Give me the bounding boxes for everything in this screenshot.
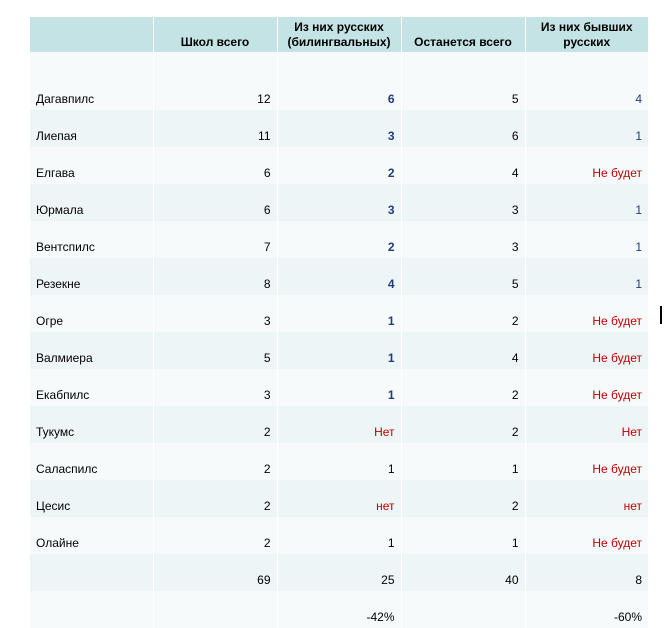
table-row [30,443,648,480]
russian-cell: 6 [277,52,401,110]
total-cell: 11 [153,110,277,147]
city-cell: Валмиера [30,332,153,369]
city-cell: Резекне [30,258,153,295]
russian-cell: 2 [277,221,401,258]
header-russian: Из них русских (билингвальных) [277,17,401,52]
header-row [30,17,648,52]
former-cell: Не будет [592,351,642,365]
remain-cell: 5 [401,52,525,110]
remain-cell: 5 [401,258,525,295]
table-row [30,221,648,258]
percent-remain-cell [401,591,525,628]
city-cell: Елгава [30,147,153,184]
remain-cell: 2 [401,295,525,332]
city-cell: Екабпилс [30,369,153,406]
city-cell: Тукумс [30,406,153,443]
former-cell: нет [623,499,642,513]
russian-cell: Нет [277,406,401,443]
schools-table [30,17,648,628]
former-cell: Не будет [592,536,642,550]
former-cell: 1 [635,203,642,217]
former-cell: 1 [635,240,642,254]
city-cell: Огре [30,295,153,332]
table-row [30,332,648,369]
table-row [30,147,648,184]
city-cell: Дагавпилс [30,52,153,110]
header-city [30,17,153,52]
russian-cell: нет [277,480,401,517]
city-cell: Вентспилс [30,221,153,258]
table-row [30,110,648,147]
edge-mark [660,306,662,324]
table-row [30,184,648,221]
city-cell: Саласпилс [30,443,153,480]
header-remain: Останется всего [401,17,525,52]
percent-former-cell: -60% [613,610,642,624]
percent-row [30,591,648,628]
totals-total-cell: 69 [153,554,277,591]
totals-former-cell: 8 [635,573,642,587]
total-cell: 2 [153,443,277,480]
remain-cell: 4 [401,332,525,369]
remain-cell: 3 [401,221,525,258]
remain-cell: 6 [401,110,525,147]
russian-cell: 1 [277,332,401,369]
table-row [30,369,648,406]
percent-total-cell [153,591,277,628]
total-cell: 2 [153,406,277,443]
header-former: Из них бывших русских [540,20,633,49]
percent-label-cell [30,591,153,628]
former-cell: 1 [635,129,642,143]
remain-cell: 2 [401,369,525,406]
russian-cell: 1 [277,443,401,480]
city-cell: Олайне [30,517,153,554]
totals-russian-cell: 25 [277,554,401,591]
total-cell: 3 [153,369,277,406]
remain-cell: 1 [401,443,525,480]
table-row [30,517,648,554]
table-row [30,480,648,517]
russian-cell: 4 [277,258,401,295]
russian-cell: 1 [277,369,401,406]
city-cell: Юрмала [30,184,153,221]
russian-cell: 1 [277,517,401,554]
former-cell: Не будет [592,462,642,476]
former-cell: Не будет [592,166,642,180]
former-cell: Не будет [592,388,642,402]
table-row [30,258,648,295]
total-cell: 6 [153,184,277,221]
total-cell: 3 [153,295,277,332]
russian-cell: 1 [277,295,401,332]
former-cell: Нет [621,425,642,439]
former-cell: 1 [635,277,642,291]
former-cell: Не будет [592,314,642,328]
total-cell: 12 [153,52,277,110]
table-row [30,52,648,110]
remain-cell: 4 [401,147,525,184]
city-cell: Лиепая [30,110,153,147]
former-cell: 4 [635,92,642,106]
remain-cell: 1 [401,517,525,554]
header-total: Школ всего [153,17,277,52]
table-row [30,406,648,443]
totals-row [30,554,648,591]
total-cell: 2 [153,517,277,554]
remain-cell: 3 [401,184,525,221]
totals-label-cell [30,554,153,591]
percent-russian-cell: -42% [277,591,401,628]
russian-cell: 3 [277,110,401,147]
total-cell: 2 [153,480,277,517]
table-row [30,295,648,332]
remain-cell: 2 [401,406,525,443]
total-cell: 5 [153,332,277,369]
city-cell: Цесис [30,480,153,517]
total-cell: 6 [153,147,277,184]
remain-cell: 2 [401,480,525,517]
total-cell: 8 [153,258,277,295]
total-cell: 7 [153,221,277,258]
totals-remain-cell: 40 [401,554,525,591]
russian-cell: 3 [277,184,401,221]
russian-cell: 2 [277,147,401,184]
